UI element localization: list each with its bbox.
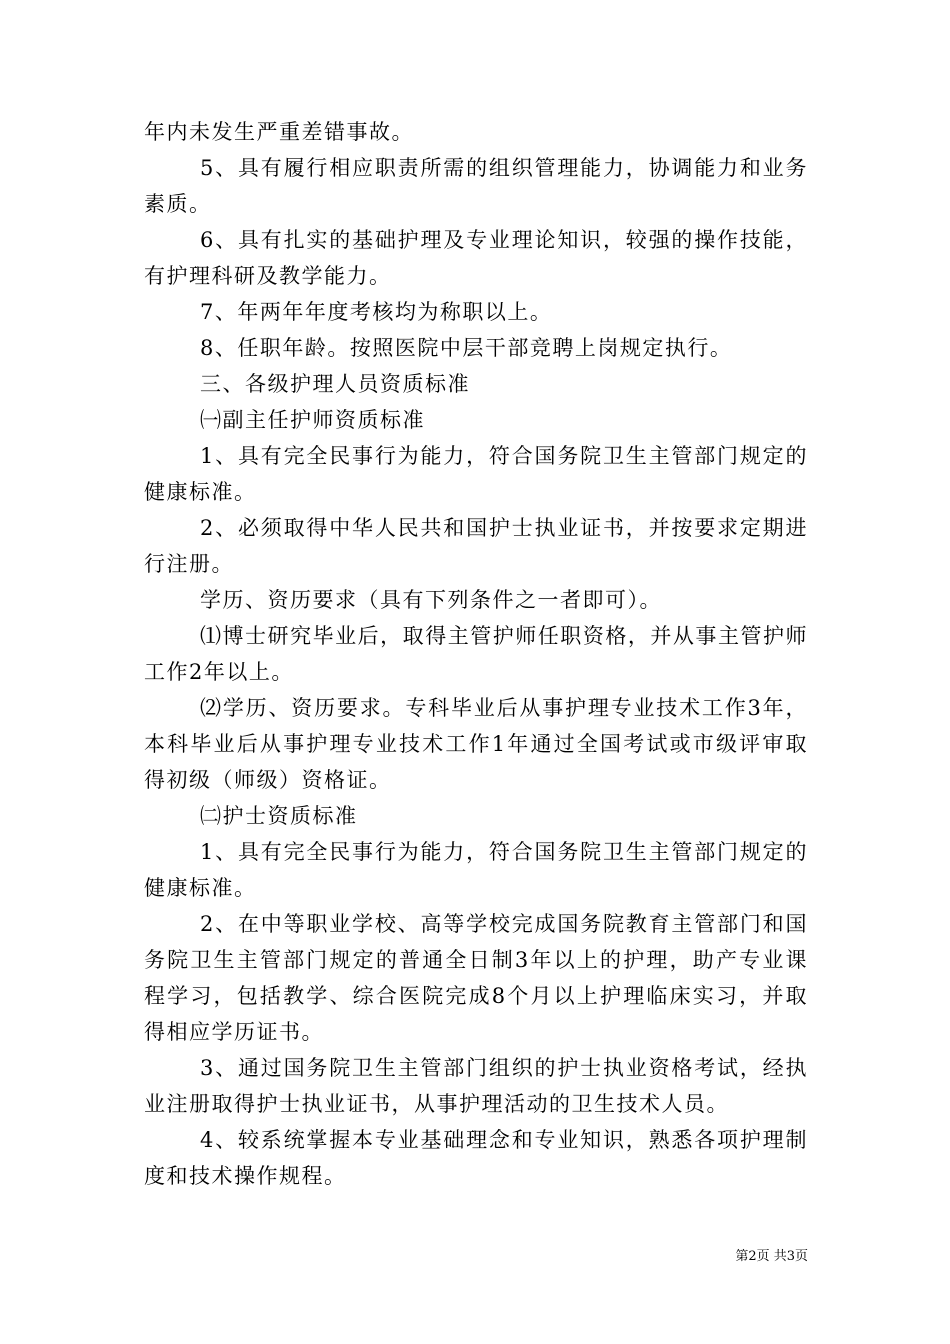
paragraph-subitem-1: ⑴博士研究毕业后，取得主管护师任职资格，并从事主管护师工作2年以上。 xyxy=(144,624,808,684)
paragraph-education-requirements: 学历、资历要求（具有下列条件之一者即可）。 xyxy=(200,588,662,612)
paragraph-item-2a: 2、必须取得中华人民共和国护士执业证书，并按要求定期进行注册。 xyxy=(144,516,808,576)
paragraph-item-4b: 4、较系统掌握本专业基础理念和专业知识，熟悉各项护理制度和技术操作规程。 xyxy=(144,1128,808,1188)
page-number-footer: 第2页 共3页 xyxy=(735,1249,808,1264)
paragraph-item-5: 5、具有履行相应职责所需的组织管理能力，协调能力和业务素质。 xyxy=(144,156,808,216)
subsection-heading-1: ㈠副主任护师资质标准 xyxy=(200,408,425,432)
paragraph-continuation: 年内未发生严重差错事故。 xyxy=(144,120,414,144)
paragraph-item-7: 7、年两年年度考核均为称职以上。 xyxy=(200,300,553,324)
paragraph-item-1b: 1、具有完全民事行为能力，符合国务院卫生主管部门规定的健康标准。 xyxy=(144,840,808,900)
paragraph-item-8: 8、任职年龄。按照医院中层干部竞聘上岗规定执行。 xyxy=(200,336,733,360)
paragraph-item-1a: 1、具有完全民事行为能力，符合国务院卫生主管部门规定的健康标准。 xyxy=(144,444,808,504)
section-heading-3: 三、各级护理人员资质标准 xyxy=(200,372,470,396)
paragraph-item-2b: 2、在中等职业学校、高等学校完成国务院教育主管部门和国务院卫生主管部门规定的普通全日制3年以上的护理，助产专业课程学习，包括教学、综合医院完成8个月以上护理临床实习，并取得相应学历证书。 xyxy=(144,912,808,1044)
document-body xyxy=(144,114,808,1194)
subsection-heading-2: ㈡护士资质标准 xyxy=(200,804,358,828)
paragraph-item-3b: 3、通过国务院卫生主管部门组织的护士执业资格考试，经执业注册取得护士执业证书，从事护理活动的卫生技术人员。 xyxy=(144,1056,808,1116)
paragraph-subitem-2: ⑵学历、资历要求。专科毕业后从事护理专业技术工作3年，本科毕业后从事护理专业技术工作1年通过全国考试或市级评审取得初级（师级）资格证。 xyxy=(144,696,808,792)
paragraph-item-6: 6、具有扎实的基础护理及专业理论知识，较强的操作技能，有护理科研及教学能力。 xyxy=(144,228,808,288)
